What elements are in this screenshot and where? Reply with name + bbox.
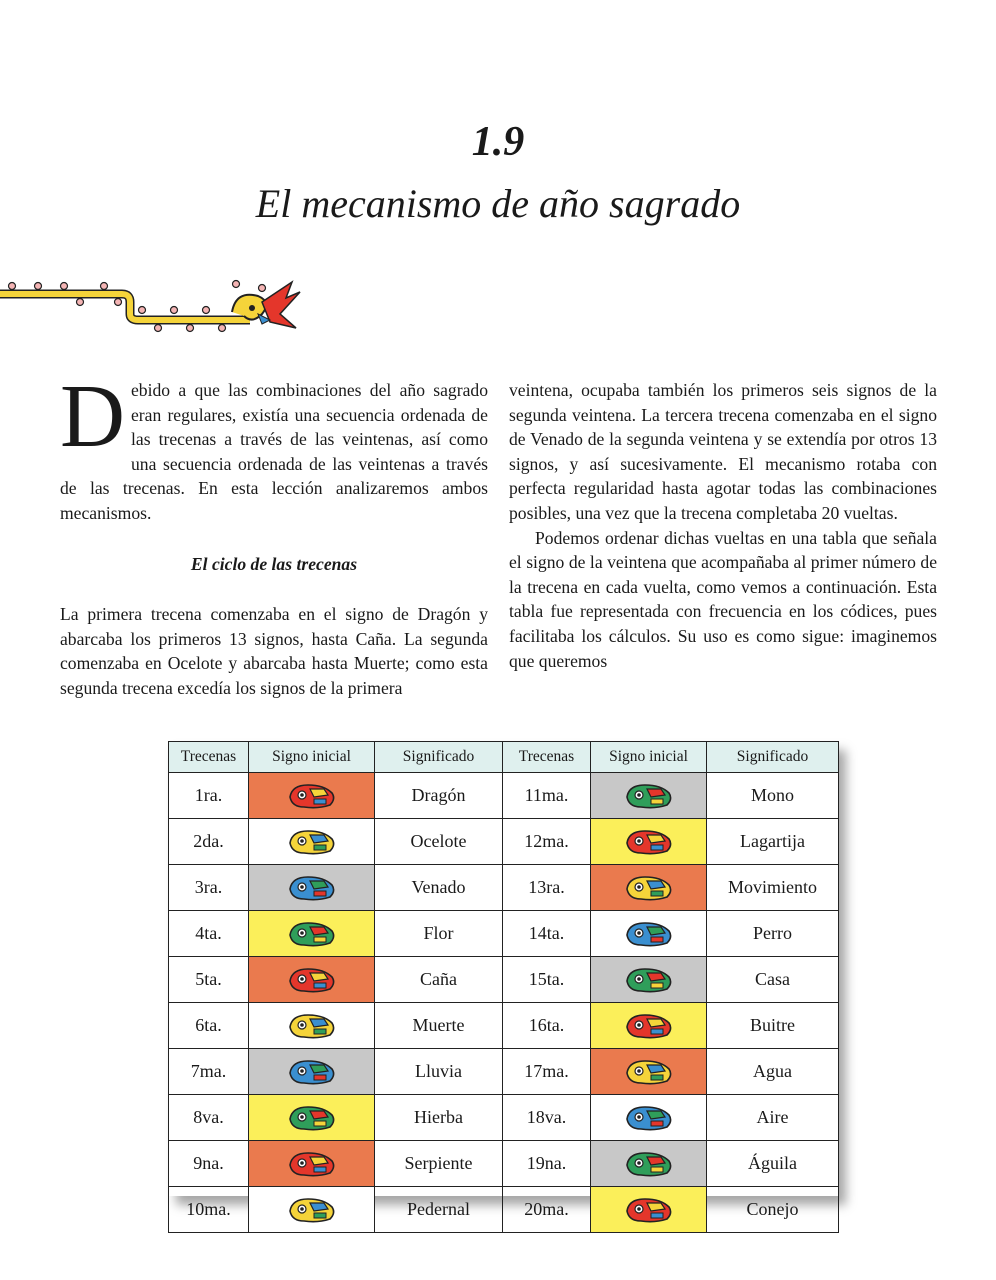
deer-glyph-icon: [284, 871, 340, 905]
left-column: [60, 367, 488, 701]
sign-meaning: Águila: [707, 1141, 839, 1187]
sign-meaning: Mono: [707, 773, 839, 819]
initial-sign-cell: [249, 911, 375, 957]
trecena-ordinal: 15ta.: [503, 957, 591, 1003]
initial-sign-cell: [591, 773, 707, 819]
table-header-row: [169, 742, 839, 773]
sign-meaning: Muerte: [375, 1003, 503, 1049]
table-row: [169, 773, 839, 819]
sign-meaning: Pedernal: [375, 1187, 503, 1233]
initial-sign-cell: [249, 773, 375, 819]
body-paragraph: Podemos ordenar dichas vueltas en una tabla que señala el signo de la veintena que acompañaba al primer número de la trecena en cada vuelta, como vemos a continuación. Esta tabla fue representada con frecuencia en los códices, pues facilitaba los cálculos. Su uso es como sigue: imaginemos que queremos: [509, 527, 937, 671]
sign-meaning: Conejo: [707, 1187, 839, 1233]
drop-cap: D: [60, 367, 125, 466]
body-paragraph: veintena, ocupaba también los primeros seis signos de la segunda veintena. La tercera trecena comenzaba en el signo de Venado de la segunda veintena y se extendía por otros 13 signos, y así sucesivamente. El mecanismo rotaba con perfecta regularidad hasta agotar todas las combinaciones posibles, una vez que la trecena completaba 20 vueltas.: [509, 380, 937, 523]
grass-glyph-icon: [284, 1101, 340, 1135]
initial-sign-cell: [249, 957, 375, 1003]
initial-sign-cell: [591, 865, 707, 911]
lizard-glyph-icon: [621, 825, 677, 859]
initial-sign-cell: [249, 1141, 375, 1187]
body-paragraph: La primera trecena comenzaba en el signo de Dragón y abarcaba los primeros 13 signos, hasta Caña. La segunda comenzaba en Ocelote y abarcaba hasta Muerte; como esta segunda trecena excedía los signos de la primera: [60, 604, 488, 698]
initial-sign-cell: [591, 1049, 707, 1095]
monkey-glyph-icon: [621, 779, 677, 813]
trecenas-table: [168, 741, 839, 1233]
sign-meaning: Ocelote: [375, 819, 503, 865]
sign-meaning: Hierba: [375, 1095, 503, 1141]
initial-sign-cell: [249, 1003, 375, 1049]
sign-meaning: Venado: [375, 865, 503, 911]
trecena-ordinal: 14ta.: [503, 911, 591, 957]
chapter-number: 1.9: [471, 119, 525, 165]
reed-glyph-icon: [284, 963, 340, 997]
sign-meaning: Buitre: [707, 1003, 839, 1049]
table-row: [169, 819, 839, 865]
flint-glyph-icon: [284, 1193, 340, 1227]
trecena-ordinal: 19na.: [503, 1141, 591, 1187]
sign-meaning: Caña: [375, 957, 503, 1003]
table-row: [169, 1141, 839, 1187]
right-column: [509, 378, 937, 673]
initial-sign-cell: [249, 1187, 375, 1233]
sign-meaning: Aire: [707, 1095, 839, 1141]
trecena-ordinal: 5ta.: [169, 957, 249, 1003]
trecenas-table-container: [168, 741, 838, 1219]
rabbit-glyph-icon: [621, 1193, 677, 1227]
table-row: [169, 865, 839, 911]
trecena-ordinal: 3ra.: [169, 865, 249, 911]
initial-sign-cell: [591, 911, 707, 957]
column-header: Signo inicial: [249, 742, 375, 773]
trecena-ordinal: 11ma.: [503, 773, 591, 819]
dog-glyph-icon: [621, 917, 677, 951]
chapter-title: El mecanismo de año sagrado: [255, 181, 741, 226]
column-header: Trecenas: [169, 742, 249, 773]
column-header: Significado: [707, 742, 839, 773]
sign-meaning: Lagartija: [707, 819, 839, 865]
house-glyph-icon: [621, 963, 677, 997]
initial-sign-cell: [591, 1003, 707, 1049]
sign-meaning: Agua: [707, 1049, 839, 1095]
initial-sign-cell: [591, 819, 707, 865]
trecena-ordinal: 9na.: [169, 1141, 249, 1187]
table-row: [169, 911, 839, 957]
trecena-ordinal: 10ma.: [169, 1187, 249, 1233]
sign-meaning: Lluvia: [375, 1049, 503, 1095]
sign-meaning: Casa: [707, 957, 839, 1003]
wind-glyph-icon: [621, 1101, 677, 1135]
trecena-ordinal: 12ma.: [503, 819, 591, 865]
eagle-glyph-icon: [621, 1147, 677, 1181]
trecena-ordinal: 8va.: [169, 1095, 249, 1141]
trecena-ordinal: 17ma.: [503, 1049, 591, 1095]
section-subheading: El ciclo de las trecenas: [190, 553, 358, 574]
death-glyph-icon: [284, 1009, 340, 1043]
dragon-glyph-icon: [284, 779, 340, 813]
sign-meaning: Flor: [375, 911, 503, 957]
rain-glyph-icon: [284, 1055, 340, 1089]
serpent-ornament-icon: [0, 262, 310, 342]
initial-sign-cell: [591, 1141, 707, 1187]
initial-sign-cell: [591, 1095, 707, 1141]
trecena-ordinal: 18va.: [503, 1095, 591, 1141]
initial-sign-cell: [591, 1187, 707, 1233]
table-row: [169, 1003, 839, 1049]
column-header: Significado: [375, 742, 503, 773]
initial-sign-cell: [249, 1049, 375, 1095]
sign-meaning: Dragón: [375, 773, 503, 819]
trecena-ordinal: 16ta.: [503, 1003, 591, 1049]
initial-sign-cell: [249, 865, 375, 911]
flower-glyph-icon: [284, 917, 340, 951]
initial-sign-cell: [249, 819, 375, 865]
movement-glyph-icon: [621, 871, 677, 905]
trecena-ordinal: 2da.: [169, 819, 249, 865]
trecena-ordinal: 4ta.: [169, 911, 249, 957]
vulture-glyph-icon: [621, 1009, 677, 1043]
water-glyph-icon: [621, 1055, 677, 1089]
initial-sign-cell: [249, 1095, 375, 1141]
ocelot-glyph-icon: [284, 825, 340, 859]
table-row: [169, 957, 839, 1003]
column-header: Trecenas: [503, 742, 591, 773]
initial-sign-cell: [591, 957, 707, 1003]
column-header: Signo inicial: [591, 742, 707, 773]
table-row: [169, 1095, 839, 1141]
sign-meaning: Perro: [707, 911, 839, 957]
sign-meaning: Movimiento: [707, 865, 839, 911]
trecena-ordinal: 20ma.: [503, 1187, 591, 1233]
sign-meaning: Serpiente: [375, 1141, 503, 1187]
trecena-ordinal: 1ra.: [169, 773, 249, 819]
table-row: [169, 1049, 839, 1095]
trecena-ordinal: 6ta.: [169, 1003, 249, 1049]
trecena-ordinal: 7ma.: [169, 1049, 249, 1095]
serpent-glyph-icon: [284, 1147, 340, 1181]
intro-paragraph: ebido a que las combinaciones del año sagrado eran regulares, existía una secuencia ordenada de las trecenas a través de las veintenas, así como una secuencia ordenada de las veintenas a través de las trecenas. En esta lección analizaremos ambos mecanismos.: [60, 380, 488, 523]
trecena-ordinal: 13ra.: [503, 865, 591, 911]
table-row: [169, 1187, 839, 1233]
